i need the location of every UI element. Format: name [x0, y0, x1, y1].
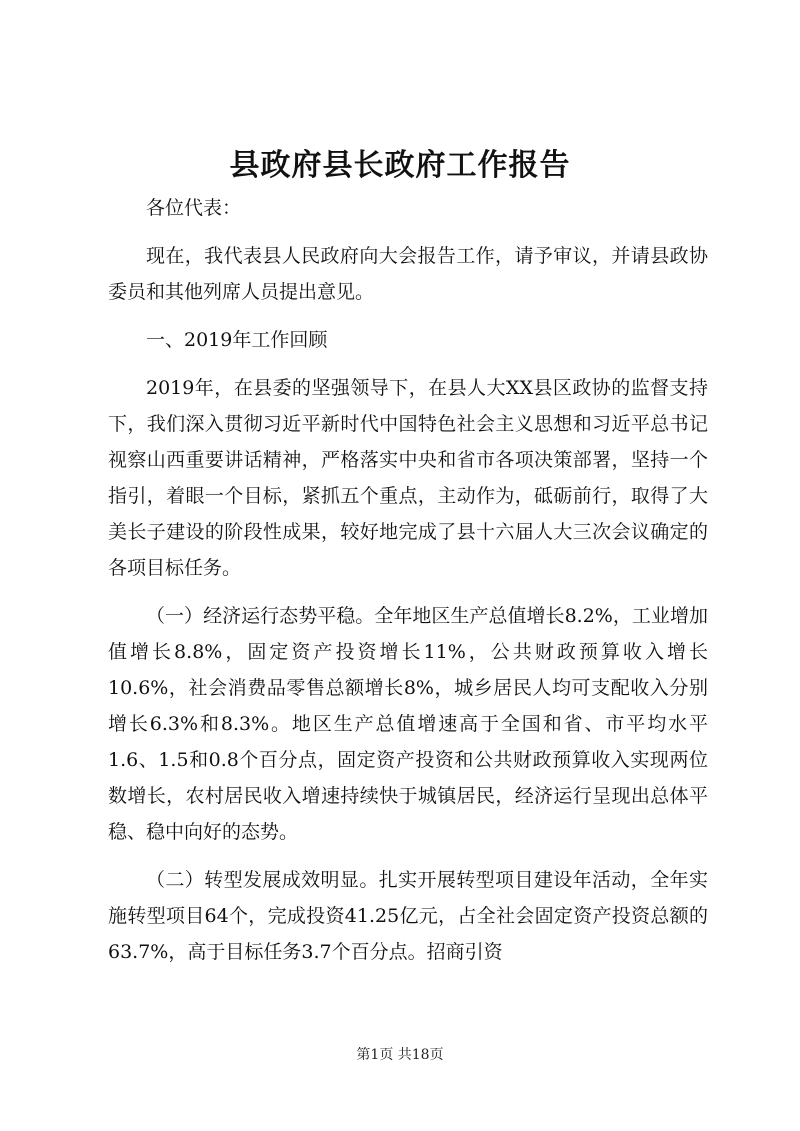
- paragraph-transformation: （二）转型发展成效明显。扎实开展转型项目建设年活动，全年实施转型项目64个，完成投资41.25亿元，占全社会固定资产投资总额的63.7%，高于目标任务3.7个百分点。招商引资: [108, 869, 708, 963]
- salutation: 各位代表：: [146, 197, 242, 219]
- paragraph-intro: 现在，我代表县人民政府向大会报告工作，请予审议，并请县政协委员和其他列席人员提出意见。: [108, 245, 708, 303]
- paragraph-economy: （一）经济运行态势平稳。全年地区生产总值增长8.2%，工业增加值增长8.8%，固定资产投资增长11%，公共财政预算收入增长10.6%，社会消费品零售总额增长8%，城乡居民人均可支配收入分别增长6.3%和8.3%。地区生产总值增速高于全国和省、市平均水平1.6、1.5和0.8个百分点，固定资产投资和公共财政预算收入实现两位数增长，农村居民收入增速持续快于城镇居民，经济运行呈现出总体平稳、稳中向好的态势。: [108, 605, 708, 843]
- paragraph-2019-summary: 2019年，在县委的坚强领导下，在县人大XX县区政协的监督支持下，我们深入贯彻习近平新时代中国特色社会主义思想和习近平总书记视察山西重要讲话精神，严格落实中央和省市各项决策部署，坚持一个指引，着眼一个目标，紧抓五个重点，主动作为，砥砺前行，取得了大美长子建设的阶段性成果，较好地完成了县十六届人大三次会议确定的各项目标任务。: [108, 377, 708, 579]
- section-heading: 一、2019年工作回顾: [146, 329, 328, 351]
- page-number-footer: 第1页 共18页: [356, 1047, 444, 1063]
- document-title: 县政府县长政府工作报告: [229, 148, 571, 183]
- document-body: [108, 190, 708, 982]
